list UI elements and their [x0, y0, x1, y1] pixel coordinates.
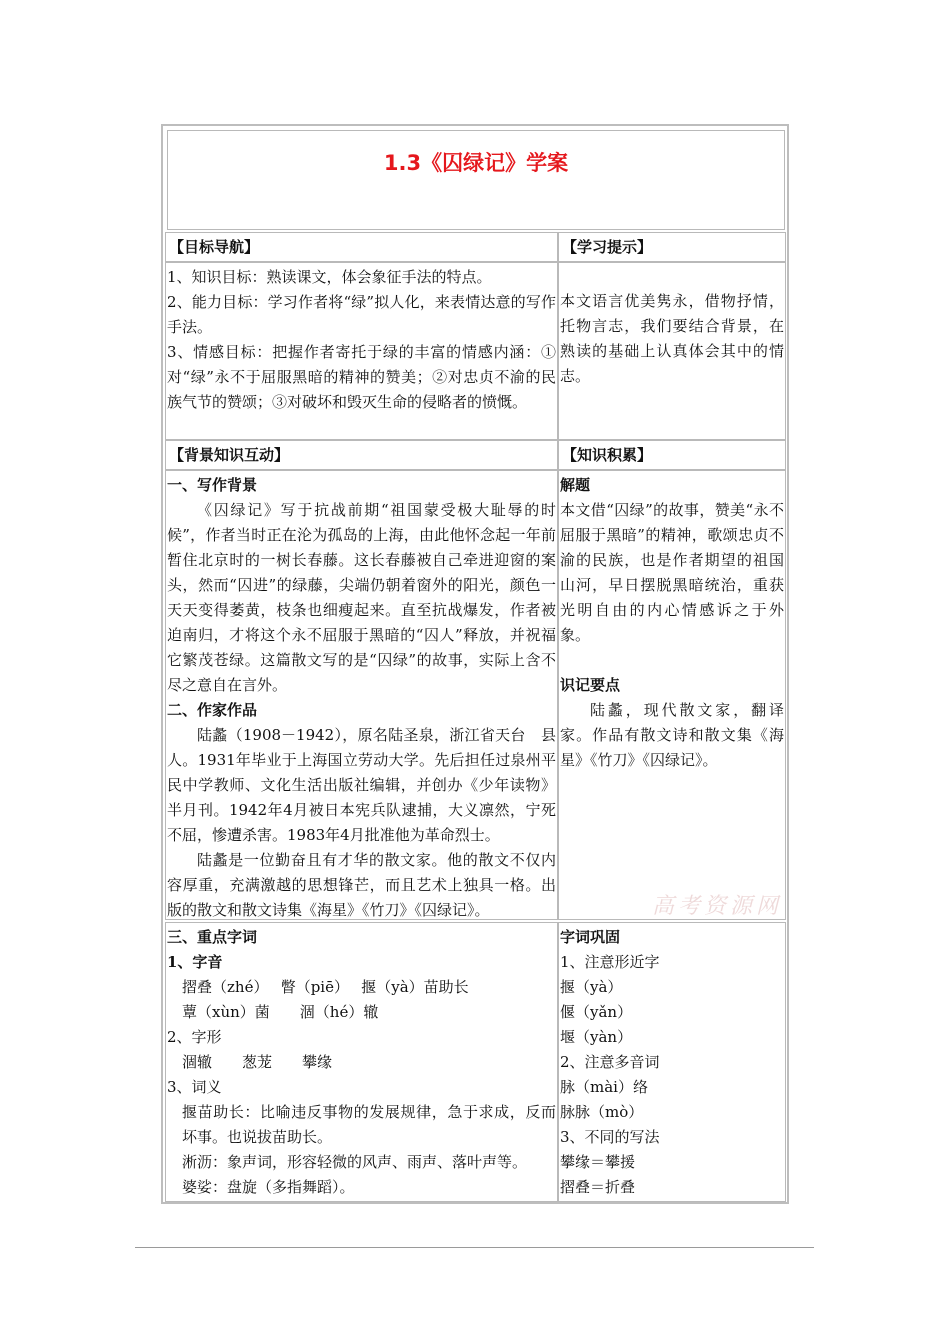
header-knowledge: 【知识积累】 [558, 440, 786, 470]
paragraph: 《囚绿记》写于抗战前期“祖国蒙受极大耻辱的时候”，作者当时正在沦为孤岛的上海，由此他怀念起一年前暂住北京时的一树长春藤。这长春藤被自己牵进迎窗的案头，然而“囚进”的绿藤，尖端仍朝着窗外的阳光，颜色一天天变得萎黄，枝条也细瘦起来。直至抗战爆发，作者被迫南归，才将这个永不屈服于黑暗的“囚人”释放，并祝福它繁茂苍绿。这篇散文写的是“囚绿”的故事，实际上含不尽之意自在言外。 [167, 501, 556, 694]
tips-cell [558, 262, 786, 440]
glyph-line: 涸辙 葱茏 攀缘 [182, 1053, 333, 1071]
definition-line: 婆娑：盘旋（多指舞蹈）。 [182, 1178, 355, 1196]
list-item: 攀缘＝攀援 [560, 1153, 636, 1171]
title-cell [167, 130, 785, 230]
goal-1: 1、知识目标：熟读课文，体会象征手法的特点。 [167, 268, 492, 286]
pronunciation-line: 蕈（xùn）菌 涸（hé）辙 [182, 1003, 379, 1021]
list-item: 1、注意形近字 [560, 953, 660, 971]
section-heading: 一、写作背景 [167, 476, 258, 494]
paragraph: 陆蠡，现代散文家，翻译家。作品有散文诗和散文集《海星》《竹刀》《囚绿记》。 [560, 701, 784, 769]
list-item: 3、不同的写法 [560, 1128, 660, 1146]
knowledge-cell [558, 470, 786, 920]
header-background: 【背景知识互动】 [165, 440, 558, 470]
list-item: 堰（yàn） [560, 1028, 633, 1046]
tips-text: 本文语言优美隽永，借物抒情，托物言志，我们要结合背景，在熟读的基础上认真体会其中的情志。 [560, 292, 784, 385]
header-study-tips: 【学习提示】 [558, 232, 786, 262]
sub-heading: 1、字音 [167, 953, 223, 971]
paragraph: 本文借“囚绿”的故事，赞美“永不屈服于黑暗”的精神，歌颂忠贞不渝的民族，也是作者期望的祖国山河，早日摆脱黑暗统治，重获光明自由的内心情感诉之于外象。 [560, 501, 784, 644]
sub-heading: 2、字形 [167, 1028, 222, 1046]
paragraph: 陆蠡（1908－1942），原名陆圣泉，浙江省天台 县人。1931年毕业于上海国立劳动大学。先后担任过泉州平民中学教师、文化生活出版社编辑，并创办《少年读物》半月刊。1942年4月被日本宪兵队逮捕，大义凛然，宁死不屈，惨遭杀害。1983年4月批准他为革命烈士。 [167, 726, 556, 844]
knowledge-text [560, 473, 784, 773]
keywords-cell [165, 922, 558, 1202]
page-title: 1.3《囚绿记》学案 [383, 151, 569, 175]
consolidate-text [560, 925, 784, 1200]
worksheet-table [161, 124, 789, 1204]
keywords-text [167, 925, 556, 1200]
background-text [167, 473, 556, 923]
header-goal-nav: 【目标导航】 [165, 232, 558, 262]
goals-cell [165, 262, 558, 440]
section-heading: 识记要点 [560, 676, 621, 694]
sub-heading: 3、词义 [167, 1078, 222, 1096]
list-item: 2、注意多音词 [560, 1053, 660, 1071]
consolidate-cell [558, 922, 786, 1202]
list-item: 脉脉（mò） [560, 1103, 644, 1121]
list-item: 偃（yǎn） [560, 1003, 633, 1021]
goal-2: 2、能力目标：学习作者将“绿”拟人化，来表情达意的写作手法。 [167, 293, 556, 336]
paragraph: 陆蠡是一位勤奋且有才华的散文家。他的散文不仅内容厚重，充满激越的思想锋芒，而且艺术上独具一格。出版的散文和散文诗集《海星》《竹刀》《囚绿记》。 [167, 851, 556, 919]
list-item: 摺叠＝折叠 [560, 1178, 636, 1196]
goal-3: 3、情感目标：把握作者寄托于绿的丰富的情感内涵：①对“绿”永不于屈服黑暗的精神的赞美；②对忠贞不渝的民族气节的赞颂；③对破坏和毁灭生命的侵略者的愤慨。 [167, 343, 556, 411]
section-heading: 字词巩固 [560, 928, 621, 946]
spacer [560, 648, 784, 673]
definition-line: 淅沥：象声词，形容轻微的风声、雨声、落叶声等。 [182, 1153, 528, 1171]
pronunciation-line: 摺叠（zhé） 瞥（piē） 揠（yà）苗助长 [182, 978, 469, 996]
background-cell [165, 470, 558, 920]
footer-divider [135, 1247, 814, 1248]
list-item: 脉（mài）络 [560, 1078, 648, 1096]
section-heading: 二、作家作品 [167, 701, 258, 719]
watermark: 高考资源网 [652, 894, 783, 919]
definition-line: 揠苗助长：比喻违反事物的发展规律，急于求成，反而坏事。也说拔苗助长。 [182, 1103, 556, 1146]
goals-text [167, 265, 556, 415]
list-item: 揠（yà） [560, 978, 623, 996]
section-heading: 三、重点字词 [167, 928, 258, 946]
section-heading: 解题 [560, 476, 591, 494]
